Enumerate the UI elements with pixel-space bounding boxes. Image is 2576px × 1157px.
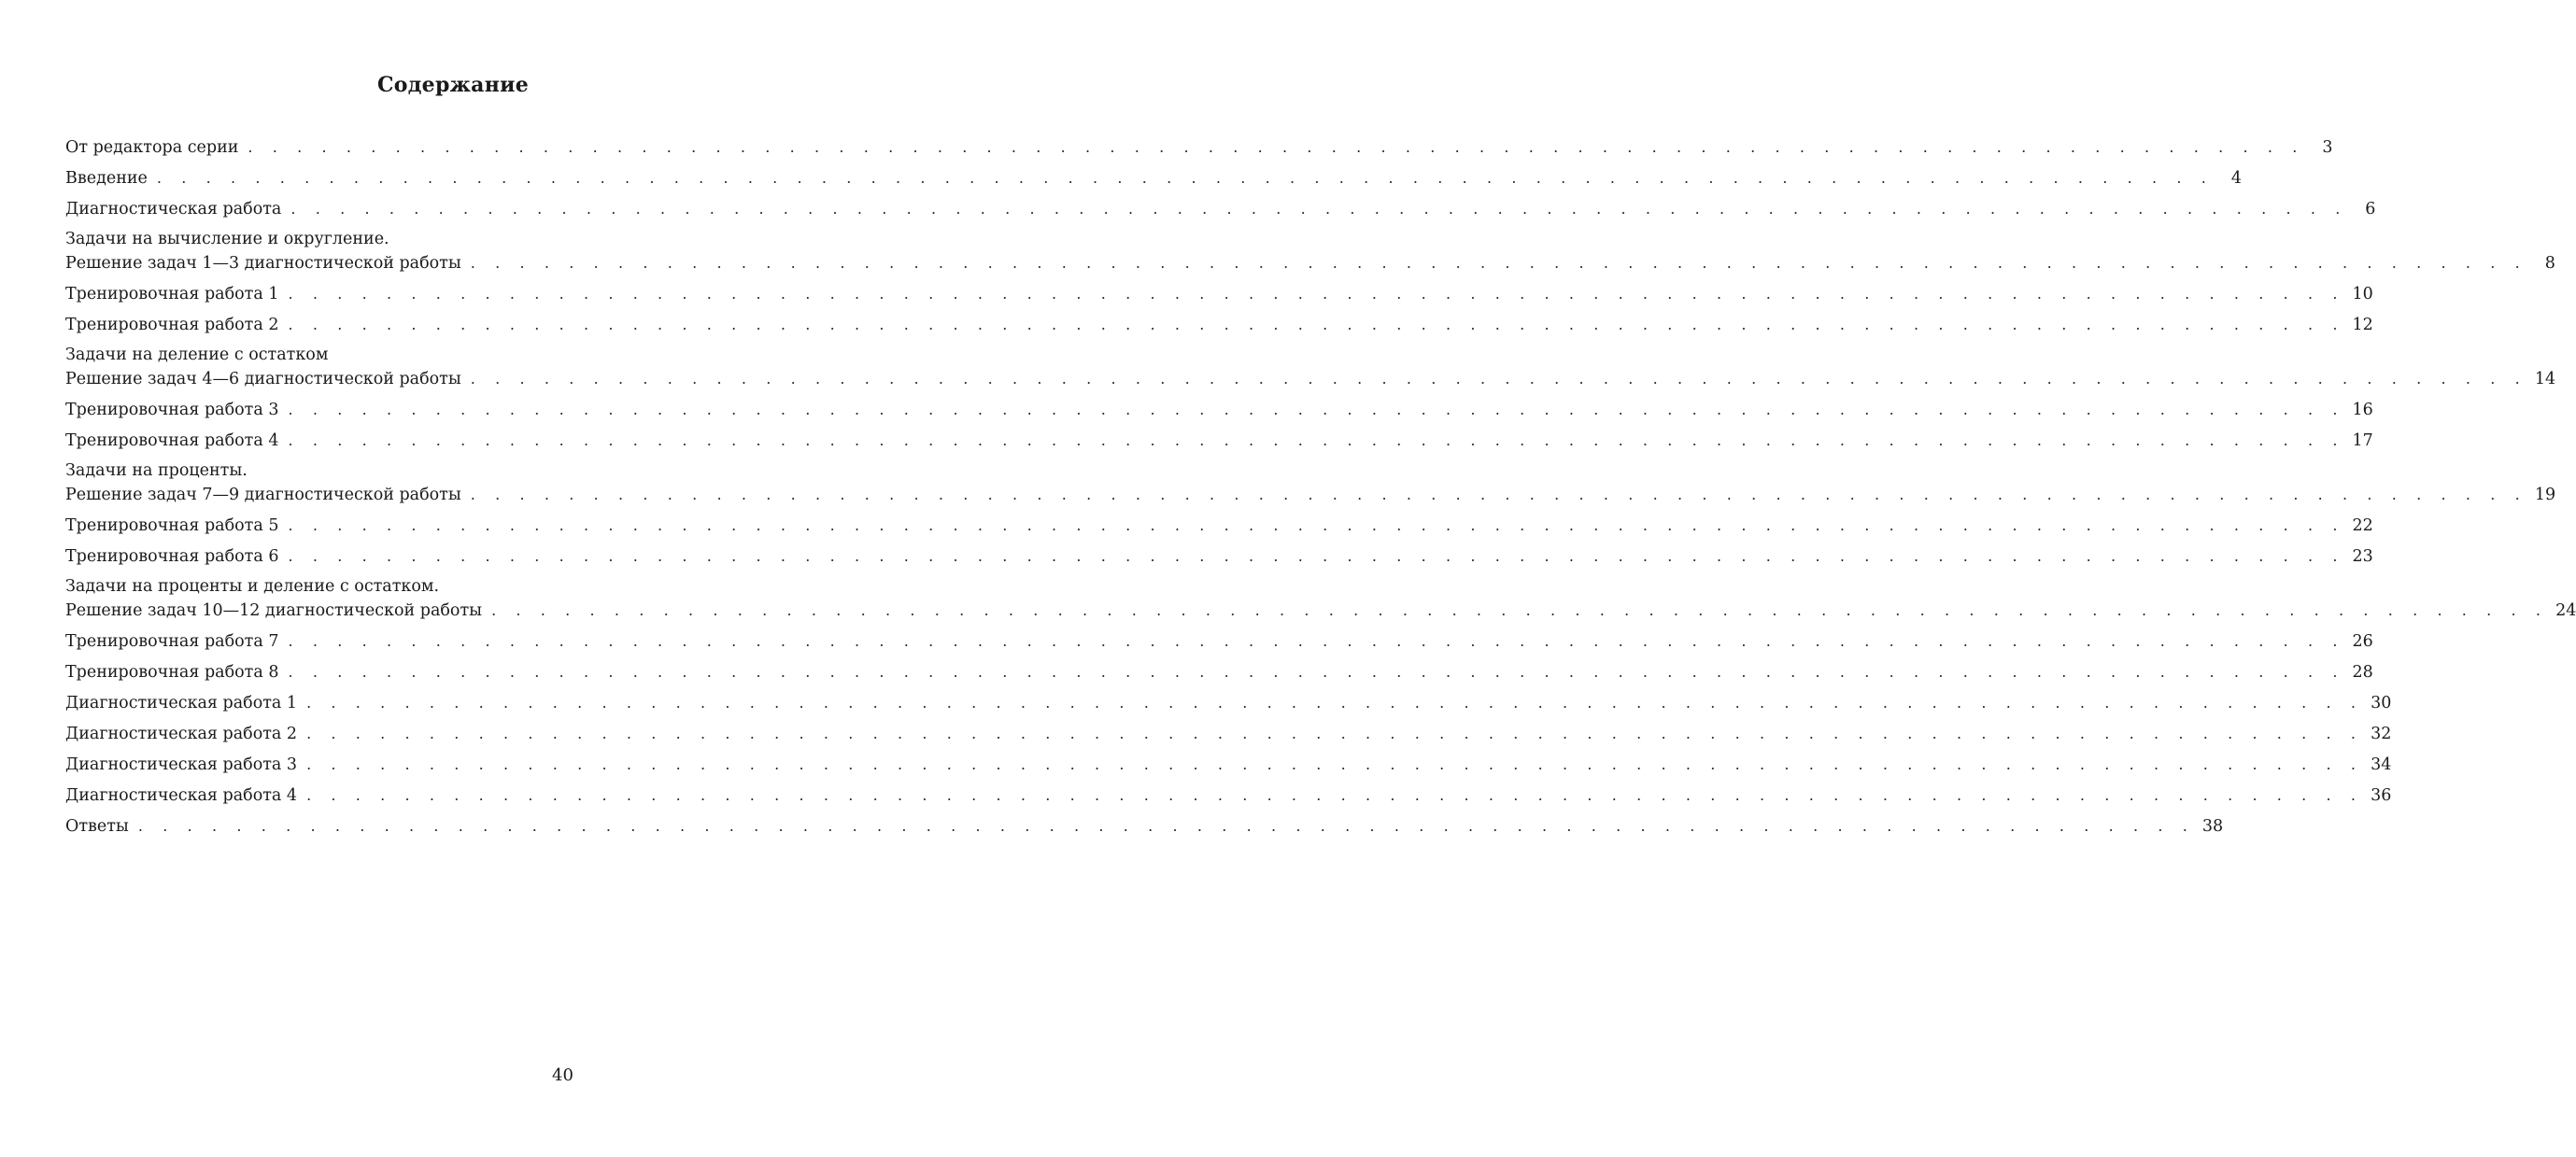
- toc-page-number: 14: [2534, 370, 2556, 388]
- toc-page-number: 8: [2544, 254, 2555, 273]
- toc-entry-title: Диагностическая работа 1: [65, 694, 298, 713]
- toc-entry-title: Тренировочная работа 3: [65, 401, 279, 419]
- toc-page-number: 17: [2352, 431, 2373, 450]
- toc-section-heading: Задачи на деление с остатком: [65, 346, 329, 364]
- toc-section-heading: Задачи на проценты.: [65, 461, 248, 480]
- dot-leader: . . . . . . . . . . . . . . . . . . . . . . . . . . . . . . . . . . . . . . . . . . . . . . . . . . . . . . . . . . . . . . . . . . . . . . . . . . . . . . . . . . . .: [470, 486, 2527, 503]
- toc-entry[interactable]: [65, 575, 2576, 622]
- toc-entry[interactable]: [65, 135, 2333, 159]
- page-number: 40: [552, 1065, 573, 1085]
- page-title: Содержание: [376, 73, 530, 97]
- toc-entry-title: Введение: [65, 169, 148, 188]
- toc-page-number: 26: [2352, 632, 2373, 651]
- dot-leader: . . . . . . . . . . . . . . . . . . . . . . . . . . . . . . . . . . . . . . . . . . . . . . . . . . . . . . . . . . . . . . . . . . . . . . . . . . . . . . . . . . . .: [306, 694, 2364, 712]
- toc-entry[interactable]: [65, 166, 2242, 190]
- dot-leader: . . . . . . . . . . . . . . . . . . . . . . . . . . . . . . . . . . . . . . . . . . . . . . . . . . . . . . . . . . . . . . . . . . . . . . . . . . . . . . . . . . . .: [288, 663, 2345, 681]
- toc-entry[interactable]: [65, 313, 2373, 336]
- dot-leader: . . . . . . . . . . . . . . . . . . . . . . . . . . . . . . . . . . . . . . . . . . . . . . . . . . . . . . . . . . . . . . . . . . . . . . . . . . . . . . . . . . . .: [248, 138, 2305, 156]
- toc-entry-title: От редактора серии: [65, 138, 239, 157]
- dot-leader: . . . . . . . . . . . . . . . . . . . . . . . . . . . . . . . . . . . . . . . . . . . . . . . . . . . . . . . . . . . . . . . . . . . . . . . . . . . . . . . . . . . .: [156, 169, 2214, 187]
- dot-leader: . . . . . . . . . . . . . . . . . . . . . . . . . . . . . . . . . . . . . . . . . . . . . . . . . . . . . . . . . . . . . . . . . . . . . . . . . . . . . . . . . . . .: [491, 601, 2549, 619]
- dot-leader: . . . . . . . . . . . . . . . . . . . . . . . . . . . . . . . . . . . . . . . . . . . . . . . . . . . . . . . . . . . . . . . . . . . . . . . . . . . . . . . . . . . .: [137, 817, 2195, 835]
- dot-leader: . . . . . . . . . . . . . . . . . . . . . . . . . . . . . . . . . . . . . . . . . . . . . . . . . . . . . . . . . . . . . . . . . . . . . . . . . . . . . . . . . . . .: [306, 755, 2364, 773]
- toc-entry-title: Диагностическая работа: [65, 200, 282, 219]
- toc-entry-title: Тренировочная работа 6: [65, 547, 279, 566]
- toc-page-number: 24: [2555, 601, 2576, 620]
- toc-entry[interactable]: [65, 783, 2392, 807]
- toc-entry-title: Ответы: [65, 817, 129, 836]
- dot-leader: . . . . . . . . . . . . . . . . . . . . . . . . . . . . . . . . . . . . . . . . . . . . . . . . . . . . . . . . . . . . . . . . . . . . . . . . . . . . . . . . . . . .: [288, 431, 2345, 449]
- toc-entry-title: Диагностическая работа 4: [65, 786, 298, 805]
- toc-page-number: 38: [2201, 817, 2224, 836]
- toc-page-number: 10: [2352, 285, 2373, 303]
- dot-leader: . . . . . . . . . . . . . . . . . . . . . . . . . . . . . . . . . . . . . . . . . . . . . . . . . . . . . . . . . . . . . . . . . . . . . . . . . . . . . . . . . . . .: [288, 516, 2345, 534]
- toc-page-number: 3: [2322, 138, 2333, 157]
- toc-entry-title: Тренировочная работа 2: [65, 316, 279, 334]
- toc-entry[interactable]: [65, 398, 2373, 421]
- toc-entry[interactable]: [65, 228, 2555, 275]
- toc-page-number: 34: [2371, 755, 2392, 774]
- dot-leader: . . . . . . . . . . . . . . . . . . . . . . . . . . . . . . . . . . . . . . . . . . . . . . . . . . . . . . . . . . . . . . . . . . . . . . . . . . . . . . . . . . . .: [288, 285, 2345, 303]
- toc-page-number: 23: [2352, 547, 2373, 566]
- toc-page-number: 6: [2365, 200, 2376, 219]
- toc-entry[interactable]: [65, 753, 2392, 776]
- toc-entry-title: Решение задач 1—3 диагностической работы: [65, 254, 461, 273]
- toc-entry[interactable]: [65, 344, 2556, 390]
- dot-leader: . . . . . . . . . . . . . . . . . . . . . . . . . . . . . . . . . . . . . . . . . . . . . . . . . . . . . . . . . . . . . . . . . . . . . . . . . . . . . . . . . . . .: [470, 254, 2527, 272]
- toc-page-number: 22: [2352, 516, 2373, 535]
- toc-entry-title: Тренировочная работа 4: [65, 431, 279, 450]
- toc-entry[interactable]: [65, 814, 2224, 838]
- toc-entry[interactable]: [65, 629, 2373, 653]
- toc-section-heading: Задачи на проценты и деление с остатком.: [65, 577, 440, 596]
- dot-leader: . . . . . . . . . . . . . . . . . . . . . . . . . . . . . . . . . . . . . . . . . . . . . . . . . . . . . . . . . . . . . . . . . . . . . . . . . . . . . . . . . . . .: [470, 370, 2527, 388]
- toc-entry-title: Диагностическая работа 2: [65, 725, 298, 743]
- toc-page-number: 30: [2371, 694, 2392, 713]
- dot-leader: . . . . . . . . . . . . . . . . . . . . . . . . . . . . . . . . . . . . . . . . . . . . . . . . . . . . . . . . . . . . . . . . . . . . . . . . . . . . . . . . . . . .: [306, 725, 2364, 742]
- toc-page-number: 16: [2352, 401, 2373, 419]
- toc-page-number: 32: [2371, 725, 2392, 743]
- toc-entry[interactable]: [65, 722, 2392, 745]
- toc-entry-title: Тренировочная работа 8: [65, 663, 279, 682]
- toc-page-number: 36: [2371, 786, 2392, 805]
- toc-page-number: 19: [2534, 486, 2556, 504]
- toc-section-heading: Задачи на вычисление и округление.: [65, 230, 389, 248]
- toc-page-number: 4: [2230, 169, 2242, 188]
- table-of-contents: [65, 135, 2576, 845]
- toc-entry[interactable]: [65, 544, 2373, 568]
- toc-entry[interactable]: [65, 691, 2392, 714]
- toc-entry[interactable]: [65, 459, 2556, 506]
- toc-entry-title: Решение задач 10—12 диагностической работы: [65, 601, 483, 620]
- toc-entry-title: Решение задач 7—9 диагностической работы: [65, 486, 461, 504]
- toc-page-number: 12: [2352, 316, 2373, 334]
- toc-entry-title: Решение задач 4—6 диагностической работы: [65, 370, 461, 388]
- dot-leader: . . . . . . . . . . . . . . . . . . . . . . . . . . . . . . . . . . . . . . . . . . . . . . . . . . . . . . . . . . . . . . . . . . . . . . . . . . . . . . . . . . . .: [288, 547, 2345, 565]
- toc-entry-title: Тренировочная работа 5: [65, 516, 279, 535]
- toc-entry[interactable]: [65, 514, 2373, 537]
- toc-entry[interactable]: [65, 660, 2373, 684]
- toc-entry[interactable]: [65, 429, 2373, 452]
- toc-entry[interactable]: [65, 197, 2376, 220]
- dot-leader: . . . . . . . . . . . . . . . . . . . . . . . . . . . . . . . . . . . . . . . . . . . . . . . . . . . . . . . . . . . . . . . . . . . . . . . . . . . . . . . . . . . .: [306, 786, 2364, 804]
- toc-page-number: 28: [2352, 663, 2373, 682]
- toc-entry-title: Диагностическая работа 3: [65, 755, 298, 774]
- dot-leader: . . . . . . . . . . . . . . . . . . . . . . . . . . . . . . . . . . . . . . . . . . . . . . . . . . . . . . . . . . . . . . . . . . . . . . . . . . . . . . . . . . . .: [288, 316, 2345, 333]
- dot-leader: . . . . . . . . . . . . . . . . . . . . . . . . . . . . . . . . . . . . . . . . . . . . . . . . . . . . . . . . . . . . . . . . . . . . . . . . . . . . . . . . . . . .: [288, 401, 2345, 418]
- toc-entry-title: Тренировочная работа 7: [65, 632, 279, 651]
- toc-entry-title: Тренировочная работа 1: [65, 285, 279, 303]
- dot-leader: . . . . . . . . . . . . . . . . . . . . . . . . . . . . . . . . . . . . . . . . . . . . . . . . . . . . . . . . . . . . . . . . . . . . . . . . . . . . . . . . . . . .: [288, 632, 2345, 650]
- dot-leader: . . . . . . . . . . . . . . . . . . . . . . . . . . . . . . . . . . . . . . . . . . . . . . . . . . . . . . . . . . . . . . . . . . . . . . . . . . . . . . . . . . . .: [290, 200, 2348, 218]
- toc-entry[interactable]: [65, 282, 2373, 305]
